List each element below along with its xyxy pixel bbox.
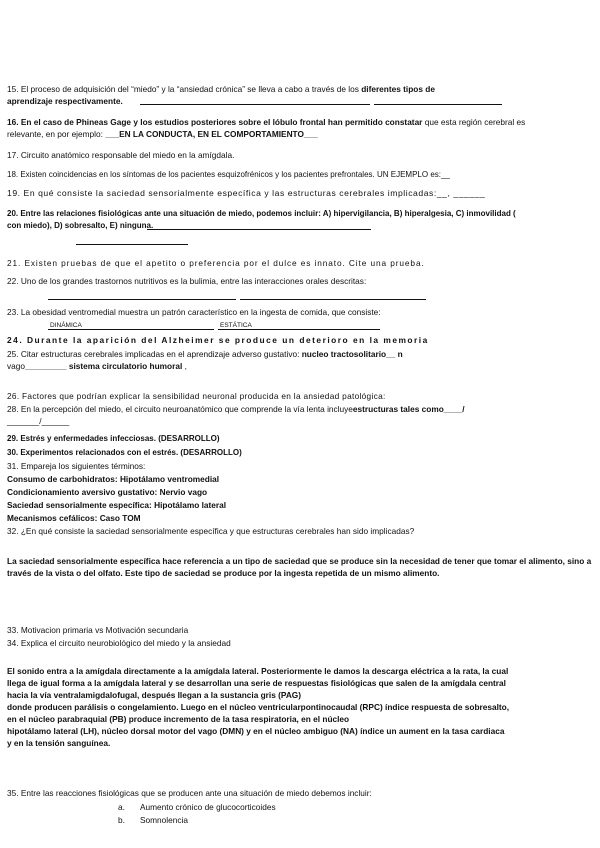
question-23: 23. La obesidad ventromedial muestra un patrón característico en la ingesta de comida, que consiste:	[7, 307, 381, 317]
q23-answer-estatica: ESTÁTICA	[220, 322, 252, 329]
q25-answer-1: nucleo tractosolitario__ n	[301, 349, 403, 359]
q34-answer-line-6: hipotálamo lateral (LH), núcleo dorsal motor del vago (DMN) y en el núcleo ambiguo (NA) índice un aument en la tasa cardiaca	[7, 726, 505, 736]
question-21: 21. Existen pruebas de que el apetito o preferencia por el dulce es innato. Cite una prueba.	[7, 258, 425, 268]
q34-answer-line-3: hacia la vía ventralamigdalofugal, después llegan a la sustancia gris (PAG)	[7, 690, 302, 700]
question-15-line1	[7, 84, 595, 95]
question-26	[7, 391, 595, 402]
q28-answer: estructuras tales como____/	[352, 404, 465, 414]
q16-answer: ___EN LA CONDUCTA, EN EL COMPORTAMIENTO___	[105, 129, 318, 139]
answer-blank	[48, 299, 236, 300]
question-18: 18. Existen coincidencias en los síntomas de los pacientes esquizofrénicos y los pacientes prefrontales. UN EJEMPLO es:__	[7, 170, 450, 179]
question-15-line2	[7, 96, 595, 107]
option-b[interactable]	[118, 815, 188, 826]
option-marker: a.	[118, 802, 125, 812]
q23-answer-dinamica: DINÁMICA	[50, 322, 82, 329]
question-28-line1	[7, 404, 595, 415]
answer-blank	[147, 229, 371, 230]
q15-bold-start: diferentes tipos de	[361, 84, 435, 94]
q32-answer: La saciedad sensorialmente específica hace referencia a un tipo de saciedad que se produce sin la necesidad de tener que tomar el alimento, sino a través de la vista o del olfato. Este tipo de saciedad se produce por la ingesta repetida de un mismo alimento.	[7, 556, 592, 578]
match-pair-2: Condicionamiento aversivo gustativo: Nervio vago	[7, 487, 208, 497]
q15-bold-end: aprendizaje respectivamente.	[7, 96, 123, 106]
question-25-line2	[7, 361, 595, 372]
question-17: 17. Circuito anatómico responsable del miedo en la amígdala.	[7, 150, 235, 160]
q34-answer-line-5: en el núcleo parabraquial (PB) produce incremento de la tasa respiratoria, en el núcleo	[7, 714, 350, 724]
q34-answer-line-7: y en la tensión sanguínea.	[7, 738, 111, 748]
q16-text: 16. En el caso de Phineas Gage y los estudios posteriores sobre el lóbulo frontal han permitido constatar	[7, 117, 423, 127]
q25-answer-vago: vago	[7, 361, 25, 371]
match-pair-4: Mecanismos cefálicos: Caso TOM	[7, 513, 141, 523]
answer-blank	[76, 244, 188, 245]
q34-answer-line-2: llega de igual forma a la amígdala lateral y se desarrollan una serie de respuestas fisiológicas que salen de la amígdala central	[7, 678, 506, 688]
question-19: 19. En qué consiste la saciedad sensorialmente específica y las estructuras cerebrales implicadas:__, ______	[7, 188, 486, 198]
q15-text: 15. El proceso de adquisición del “miedo” y la “ansiedad crónica” se lleva a cabo a través de los	[7, 84, 362, 94]
question-28-line2: _______/______	[7, 416, 70, 426]
question-34: 34. Explica el circuito neurobiológico del miedo y la ansiedad	[7, 638, 231, 648]
q16-text-2: relevante, en por ejemplo:	[7, 129, 106, 139]
question-16-line2	[7, 129, 595, 140]
q25-comma: ,	[182, 361, 187, 371]
option-a[interactable]	[118, 802, 276, 813]
q26-text: 26. Factores que podrían explicar la sensibilidad neuronal producida en la ansiedad patológica:	[7, 391, 386, 401]
answer-blank	[240, 299, 426, 300]
q25-answer-2: _________ sistema circulatorio humoral	[25, 361, 183, 371]
q16-text-end: que esta región cerebral es	[422, 117, 526, 127]
answer-blank	[374, 104, 502, 105]
q20-text-2: con miedo), D) sobresalto, E) ninguna.	[7, 221, 154, 230]
q34-answer-line-1: El sonido entra a la amígdala directamente a la amígdala lateral. Posteriormente le damos la descarga eléctrica a la rata, la cual	[7, 666, 509, 676]
option-marker: b.	[118, 815, 125, 825]
question-29: 29. Estrés y enfermedades infecciosas. (DESARROLLO)	[7, 434, 220, 443]
q34-answer-line-4: donde producen parálisis o congelamiento. Luego en el núcleo ventricularpontinocaudal (RPC) índice respuesta de sobresalto,	[7, 702, 510, 712]
q20-text: 20. Entre las relaciones fisiológicas ante una situación de miedo, podemos incluir: A) hipervigilancia, B) hiperalgesia, C) inmovilidad (	[7, 209, 516, 218]
question-33: 33. Motivacion primaria vs Motivación secundaria	[7, 625, 189, 635]
question-31: 31. Empareja los siguientes términos:	[7, 461, 146, 471]
question-35: 35. Entre las reacciones fisiológicas que se producen ante una situación de miedo debemos incluir:	[7, 788, 372, 798]
question-30: 30. Experimentos relacionados con el estrés. (DESARROLLO)	[7, 448, 242, 457]
question-24: 24. Durante la aparición del Alzheimer se produce un deterioro en la memoria	[7, 335, 429, 345]
answer-blank	[140, 104, 370, 105]
option-text: Somnolencia	[140, 815, 188, 825]
match-pair-1: Consumo de carbohidratos: Hipotálamo ventromedial	[7, 474, 220, 484]
question-16-line1	[7, 117, 595, 128]
question-32: 32. ¿En qué consiste la saciedad sensorialmente específica y que estructuras cerebrales han sido implicadas?	[7, 526, 415, 536]
q25-text: 25. Citar estructuras cerebrales implicadas en el aprendizaje adverso gustativo:	[7, 349, 302, 359]
question-22: 22. Uno de los grandes trastornos nutritivos es la bulimia, entre las interacciones orales descritas:	[7, 276, 367, 286]
option-text: Aumento crónico de glucocorticoides	[140, 802, 276, 812]
match-pair-3: Saciedad sensorialmente específica: Hipotálamo lateral	[7, 500, 227, 510]
q28-text: 28. En la percepción del miedo, el circuito neuroanatómico que comprende la vía lenta incluye	[7, 404, 353, 414]
question-25-line1	[7, 349, 595, 360]
question-20-line1	[7, 208, 595, 219]
